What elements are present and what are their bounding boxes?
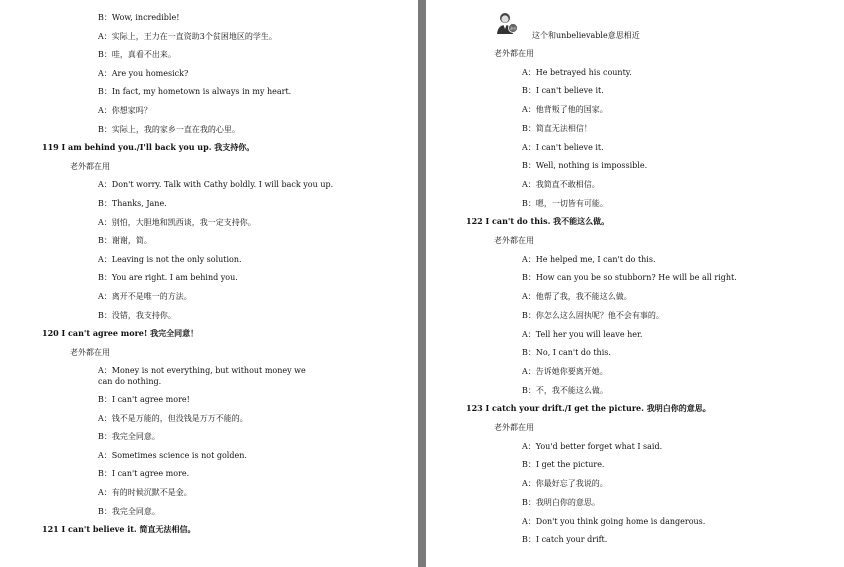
dialogue-line: B：哇，真看不出来。 xyxy=(98,50,176,60)
left-page xyxy=(0,0,418,567)
dialogue-line: A：He helped me, I can't do this. xyxy=(522,254,656,264)
usage-note: 老外都在用 xyxy=(494,423,534,432)
dialogue-line: B：我完全同意。 xyxy=(98,432,160,442)
right-page xyxy=(426,0,844,567)
dialogue-line: A：Tell her you will leave her. xyxy=(522,329,643,339)
teacher-avatar-icon xyxy=(494,10,518,34)
dialogue-line: A：钱不是万能的，但没钱是万万不能的。 xyxy=(98,413,248,423)
dialogue-line: B：实际上，我的家乡一直在我的心里。 xyxy=(98,124,240,134)
dialogue-line: A：You'd better forget what I said. xyxy=(522,441,663,451)
dialogue-line: B：In fact, my hometown is always in my heart. xyxy=(98,87,292,97)
usage-note: 老外都在用 xyxy=(494,236,534,245)
dialogue-line: B：Thanks, Jane. xyxy=(98,199,167,208)
usage-note: 老外都在用 xyxy=(70,347,110,357)
dialogue-line: A：I can't believe it. xyxy=(522,142,604,152)
avatar-caption: 这个和unbelievable意思相近 xyxy=(532,31,640,40)
dialogue-line: B：I catch your drift. xyxy=(522,535,608,545)
dialogue-line: B：I can't agree more. xyxy=(98,469,190,479)
section-heading: 121 I can't believe it. 简直无法相信。 xyxy=(42,524,196,535)
dialogue-line: A：他背叛了他的国家。 xyxy=(522,105,608,115)
dialogue-line: A：我简直不敢相信。 xyxy=(522,179,600,189)
dialogue-line: A：Are you homesick? xyxy=(98,68,189,78)
dialogue-line: B：Wow, incredible! xyxy=(98,13,180,22)
dialogue-line: A：别怕，大胆地和凯西谈，我一定支持你。 xyxy=(98,217,256,227)
dialogue-line: B：I can't believe it. xyxy=(522,86,604,96)
dialogue-line: B：谢谢，简。 xyxy=(98,236,152,246)
dialogue-line: A：Leaving is not the only solution. xyxy=(98,254,242,264)
dialogue-line: B：No, I can't do this. xyxy=(522,348,611,358)
dialogue-line: A：你最好忘了我说的。 xyxy=(522,479,608,489)
section-heading: 119 I am behind you./I'll back you up. 我支持你。 xyxy=(42,142,255,153)
section-heading: 122 I can't do this. 我不能这么做。 xyxy=(466,216,610,227)
dialogue-line: B：没错，我支持你。 xyxy=(98,310,176,320)
dialogue-line: B：Well, nothing is impossible. xyxy=(522,161,648,171)
avatar-badge-text: 老外 xyxy=(509,26,517,31)
dialogue-line: A：有的时候沉默不是金。 xyxy=(98,488,192,497)
dialogue-line: B：I get the picture. xyxy=(522,460,605,470)
dialogue-line: B：你怎么这么固执呢？他不会有事的。 xyxy=(522,310,664,320)
dialogue-line: B：我明白你的意思。 xyxy=(522,497,600,507)
dialogue-line: A：Money is not everything, but without money we can do nothing. xyxy=(98,366,306,387)
dialogue-line: B：You are right. I am behind you. xyxy=(98,273,238,283)
dialogue-line: A：Don't you think going home is dangerous. xyxy=(522,516,706,526)
dialogue-line: B：简直无法相信！ xyxy=(522,123,592,133)
section-heading: 120 I can't agree more! 我完全同意！ xyxy=(42,328,199,339)
usage-note: 老外都在用 xyxy=(70,161,110,171)
dialogue-line: A：Sometimes science is not golden. xyxy=(98,450,247,460)
dialogue-line: A：He betrayed his county. xyxy=(522,67,632,77)
section-heading: 123 I catch your drift./I get the picture. 我明白你的意思。 xyxy=(466,403,711,414)
dialogue-line: B：I can't agree more! xyxy=(98,395,190,404)
dialogue-line: A：Don't worry. Talk with Cathy boldly. I will back you up. xyxy=(98,180,334,190)
dialogue-line: B：How can you be so stubborn? He will be all right. xyxy=(522,273,737,283)
dialogue-line: A：离开不是唯一的方法。 xyxy=(98,292,192,301)
dialogue-line: A：实际上，王力在一直资助3个贫困地区的学生。 xyxy=(98,31,277,41)
dialogue-line: B：我完全同意。 xyxy=(98,506,160,516)
dialogue-line: A：告诉她你要离开她。 xyxy=(522,366,608,376)
dialogue-line: A：他帮了我，我不能这么做。 xyxy=(522,292,632,302)
dialogue-line: B：嗯，一切皆有可能。 xyxy=(522,198,608,208)
dialogue-line: A：你想家吗？ xyxy=(98,106,152,115)
dialogue-line: B：不，我不能这么做。 xyxy=(522,385,608,395)
usage-note: 老外都在用 xyxy=(494,49,534,58)
